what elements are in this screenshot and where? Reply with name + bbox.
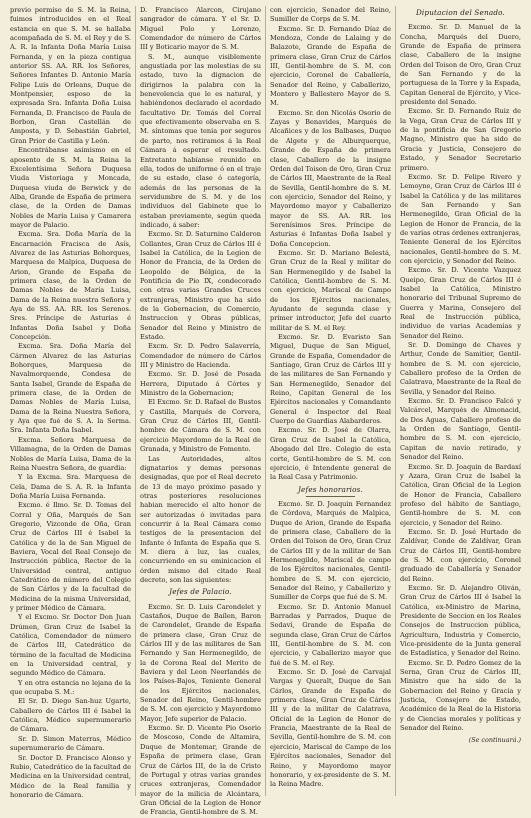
- paragraph: Excmo. Sr. D. Evaristo San Miguel, Duque de San Miguel, Grande de España, Comendador de Santiago, Gran Cruz de Cárlos III y de las militares de San Fernando y San Hermenegildo, Senador del Reino, Capitan General de los Ejércitos nacionales y Comandante General é Inspector del Real Cuerpo de Guardias Alabarderos.: [270, 333, 391, 426]
- paragraph: Excmo. Sr. D. José de Olarra, Gran Cruz de Isabel la Católica, Abogado del Ilre. Colegio de esta corte, Gentil-hombre de S. M. con ejercicio, é Intendente general de la Real Casa y Patrimonio.: [270, 426, 391, 482]
- paragraph: Excmo. é Ilmo. Sr. D. Tomas del Corral y Oña, Marqués de San Gregorio, Vizconde de Oña, Gran Cruz de Cárlos III é Isabel la Católica y de la de San Miguel de Baviera, Vocal del Real Consejo de Instrucción pública, Rector de la Universidad central, antiguo Catedrático de número del Colegio de San Cárlos y de la facultad de Medicina de la misma Universidad, y primer Médico de Cámara.: [10, 501, 131, 612]
- paragraph: S. M., aunque visiblemente angustiada por las molestias de su estado, tuvo la dignacion de dirigirnos la palabra con la benevolencia que le es natural, y habiéndonos declarado el acordado facultativo Dr. Tomás del Corral que efectivamente observaba en S. M. síntomas que tenia por seguros de parto, nos retiramos á la Real Cámara á esperar el resultado. Entretanto habíanse reunido en ella, todos de uniforme ó en el traje de su estado, clase ó categoría, además de las personas de la servidumbre de S. M. y de los individuos del Gabinete que lo estaban previamente, según queda indicado, á saber:: [140, 52, 261, 229]
- paragraph: Las Autoridades, altos dignatarios y demas personas designadas, que por el Real decreto de 13 de mayo próximo pasado y otras posteriores resoluciones habian merecido el alto honor de ser autorizadas ó invitadas para concurrir á la Real Cámara como testigos de la presentacion del Infante ó Infanta de España que S. M. diera á luz, las cuales, concurriendo en su eminicacion el órden mismo del citado Real decreto, son las siguientes:: [140, 454, 261, 584]
- paragraph: Sr. D. Simon Materras, Médico supernumerario de Cámara.: [10, 734, 131, 753]
- paragraph: Excmo. Sr. D. Vicente Pio Osorio de Moscoso, Conde de Altamira, Duque de Montemar, Grande de España de primera clase, Gran Cruz de Cárlos III, de la de Cristo de Portugal y otras varias grandes cruces extranjeras, Comendador mayor de la milicia de Alcántara, Gran Oficial de la Legion de Honor de Francia, Gentil-hombre de S. M.: [140, 724, 261, 817]
- paragraph: Excma. Sra. Doña María del Cármen Alvarez de las Asturias Bohorques, Marquesa de Navalmorquende, Condesa de Santa Isabel, Grande de España de primera clase, de la Orden de Damas Nobles de María Luisa, Dama de la Reina Nuestra Señora, y Aya que fué de S. A. la Serma. Sra. Infanta Doña Isabel.: [10, 342, 131, 435]
- paragraph: Excmo. Sr. D. Felipe Rivero y Lemoyne, Gran Cruz de Cárlos III é Isabel la Católica y de las militares de San Fernando y San Hermenegildo, Gran Oficial de la Legion de Honor de Francia, de la de varias otras órdenes extranjeras, Teniente General de los Ejércitos nacionales, Gentil-hombre de S. M. con ejercicio, y Senador del Reino.: [400, 172, 521, 265]
- paragraph: Excmo. Sr. D. José de Carvajal Vargas y Queralt, Duque de San Cárlos, Grande de España de primera clase, Gran Cruz de Cárlos III y de la militar de Calatrava, Oficial de la Legion de Honor de Francia, Maestrante de la Real de Sevilla, Gentil-hombre de S. M. con ejercicio, Mariscal de Campo de los Ejércitos nacionales, Senador del Reino, y Mayordomo mayor honorario, y ex-presidente de S. M. la Reina Madre.: [270, 668, 391, 789]
- paragraph: Excma. Sra. Doña María de la Encarnación Fracisca de Asís, Alvarez de las Asturias Bohorques, Marquesa de Malpica, Duquesa de Arion, Grande de España de primera clase, de la Orden de Damas Nobles de María Luisa, Dama de la Reina nuestra Señora y Aya de SS. AA. RR. los Serenos. Sres. Príncipe de Asturias é Infantas Doña Isabel y Doña Concepción.: [10, 230, 131, 342]
- section-heading: Jefes de Palacio.: [169, 587, 232, 597]
- paragraph: Excmo. Sr. D. Alejandro Oliván, Gran Cruz de Cárlos III é Isabel la Católica, ex-Ministro de Marina, Presidente de Seccion en los Reales Consejos de Instruccion pública, Agricultura, Industria y Comercio, Vice-presidente de la Junta general de Estadística, y Senador del Reino.: [400, 583, 521, 658]
- heading-rule: [306, 496, 354, 497]
- text-column-4: [395, 6, 525, 796]
- paragraph: con ejercicio, Senador del Reino, Sumiller de Corps de S. M.: [270, 6, 391, 24]
- paragraph: Excmo. Sr. D. Fernando Díaz de Mendoza, Conde de Lalaing y de Balazote, Grande de España de primera clase, Gran Cruz de Cárlos III, Gentil-hombre de S. M. con ejercicio, Coronel de Caballería, Senador del Reino, y Caballerizo, Montero y Ballestero Mayor de S. M.: [270, 24, 391, 108]
- paragraph: D. Francisco Alarcon, Cirujano sangrador de cámara. Y el Sr. D. Miguel Polo y Lorenzo, Comendador de número de Cárlos III y Boticario mayor de S. M.: [140, 6, 261, 52]
- section-heading: Diputacion del Senado.: [415, 8, 506, 17]
- paragraph: previo permiso de S. M. la Reina, fuimos introducidos en el Real estancia en que S. M. se hallaba acompañada de S. M. el Rey y de S. A. R. la Infanta Doña María Luisa Fernanda, y en la pieza contigua anterior SS. AA. RR. los Señores, Señores Infantes D. Antonio María Felipe Luis de Orleans, Duque de Montpensier, esposo de la expresada Sra. Infanta Doña Luisa Fernanda, D. Francisco de Paula de Borbon, Gran Castellán de Amposta, y D. Sebastián Gabriel, Gran Prior de Castilla y León.: [10, 6, 131, 145]
- paragraph: Excmo. Sr. D. Saturnino Calderon Collantes, Gran Cruz de Cárlos III é Isabel la Católica, de la Legion de Honor de Francia, de la Orden de Leopoldo de Bélgica, de la Pontificia de Pio IX, condecorado con otras varias Grandes Cruces extranjeras, Ministro que ha sido de la Gobernacion, de Comercio, Instruccion y Obras públicas, Senador del Reino y Ministro de Estado.: [140, 230, 261, 342]
- paragraph: Sr. Doctor D. Francisco Alonso y Rubio, Catedrático de la facultad de Medicina en la Universidad central, Médico de la Real familia y honorario de Cámara.: [10, 753, 131, 799]
- paragraph: Excma. Señora Marquesa de Villamagna, de la Orden de Damas Nobles de María Luisa, Dama de la Reina Nuestra Señora, de guardia:: [10, 435, 131, 472]
- paragraph: Excmo. Sr. D. Vicente Vazquez Queipo, Gran Cruz de Cárlos III é Isabel la Católica, Ministro honorario del Tribunal Supremo de Guerra y Marina, Consejero del Real de Instrucción pública, individuo de varias Academias y Senador del Reino.: [400, 266, 521, 340]
- text-column-2: [135, 6, 265, 817]
- paragraph: Excmo. Sr. D. Pedro Gomez de la Serna, Gran Cruz de Cárlos III, Ministro que ha sido de la Gobernacion del Reino y Gracia y Justicia, Consejero de Estado, Académico de la Real de la Historia y de Ciencias morales y políticas y Senador del Reino.: [400, 658, 521, 733]
- section-heading: Jefes honorarios.: [297, 484, 364, 494]
- text-column-1: [6, 6, 135, 799]
- paragraph: Excmo. Sr. D. José Hurtado de Zaldívar, Conde de Zaldívar, Gran Cruz de Cárlos III, Gentil-hombre de S. M. con ejercicio, Coronel graduado de Caballería y Senador del Reino.: [400, 527, 521, 583]
- heading-rule: [436, 19, 484, 20]
- paragraph: Excmo. Sr. D. Joaquin de Bardaxí y Azara, Gran Cruz de Isabel la Católica, Gran Oficial de la Legion de Honor de Francia, Caballero profeso del hábito de Santiago, Gentil-hombre de S. M. con ejercicio, y Senador del Reino.: [400, 462, 521, 527]
- paragraph: Y la Excma. Sra. Marquesa de Cela, Dama de S. A. R. la Infanta Doña María Luisa Fernanda.: [10, 473, 131, 500]
- paragraph: El Excmo. Sr. D. Rafael de Bustos y Castilla, Marqués de Corvera, Gran Cruz de Cárlos III, Gentil-hombre de Cámara de S. M. con ejercicio Mayordomo de la Real de Granada, y Ministro de Fomento.: [140, 398, 261, 454]
- paragraph: Excmo. Sr. D. Antonio Manuel Barradas y Parrados, Duque de Sedaví, Grande de España de segunda clase, Gran Cruz de Cárlos III, Gentil-hombre de S. M. con ejercicio, y Caballerizo mayor que fué de S. M. el Rey.: [270, 602, 391, 667]
- heading-rule: [176, 599, 224, 600]
- paragraph: Excmo. Sr. D. Fernando Ruiz de la Vega, Gran Cruz de Cárlos III y de la pontificia de San Gregorio Magno, Ministro que ha sido de Gracia y Justicia, Consejero de Estado, y Senador Secretario primero.: [400, 107, 521, 172]
- paragraph: El Sr. D. Diego San-huz Ugarte, Caballero de Cárlos III é Isabel la Católica, Médico supernumerario de Cámara.: [10, 697, 131, 734]
- paragraph: Excmo. Sr. D. Francisco Falcó y Valcárcel, Marqués de Almonacid, de Dos Aguas, Caballero profeso de la Orden de Santiago, Gentil-hombre de S. M. con ejercicio, Capitan de navío retirado, y Senador del Reino.: [400, 397, 521, 462]
- paragraph: Excmo. Sr. D. Joaquin Fernandez de Córdova, Marqués de Malpica, Duque de Arion, Grande de España de primera clase, Caballero de la Orden del Toison de Oro, Gran Cruz de Cárlos III y de la militar de San Hermenegildo, Mariscal de campo de los Ejércitos nacionales, Gentil-hombre de S. M. con ejercicio, Senador del Reino, y Caballerizo y Sumiller de Corps que fué de S. M.: [270, 499, 391, 602]
- continuation-note: (Se continuará.): [468, 736, 521, 745]
- text-column-3: [265, 6, 395, 796]
- paragraph: Excmo. Sr. D. Luis Carondelet y Castaños, Duque de Baílen, Baron de Carondelet, Grande de España de primera clase, Gran Cruz de Cárlos III y de las militares de San Fernando y San Hermenegildo, de la de Corona Real del Merito de Baviera y del Leon Neerlandés de los Países-Bajos, Teniente General de los Ejércitos nacionales, Senador del Reino, Gentil-hombre de S. M. con ejercicio y Mayordomo Mayor, Jefe superior de Palacio.: [140, 602, 261, 723]
- paragraph: Excm. Sr. D. Pedro Salaverría, Comendador de número de Cárlos III y Ministro de Hacienda.: [140, 342, 261, 370]
- paragraph: Y en otra estancia no lejana de la que ocupaba S. M.:: [10, 678, 131, 697]
- paragraph: Sr. D. Domingo de Chaves y Arthur, Conde de Samitier, Gentil-hombre de S. M. con ejercicio, Caballero profeso de la Orden de Calatrava, Maestrante de la Real de Sevilla, y Senador del Reino.: [400, 341, 521, 396]
- paragraph: Excmo. Sr. don Nicolás Osorio de Zayas y Benavides, Marqués de Alcañices y de los Balbases, Duque de Algete y de Alburquerque, Grande de España de primera clase, Caballero de la insigne Orden del Toison de Oro, Gran Cruz de Cárlos III, Maestrante de la Real de Sevilla, Gentil-hombre de S. M. con ejercicio, Senador del Reino, y Mayordomo mayor y Caballerizo mayor de SS. AA. RR. los Serenísimos Sres. Príncipe de Asturias é Infantas Doña Isabel y Doña Concepcion.: [270, 108, 391, 248]
- paragraph: Excmo. Sr. D. Mariano Belestá, Gran Cruz de la Real y militar de San Hermenegildo y de Isabel la Católica, Gentil-hombre de S. M. con ejercicio, Mariscal de Campo de los Ejércitos nacionales, Ayudante de segunda clase y primer introductor, Jefe del cuarto militar de S. M. el Rey.: [270, 248, 391, 332]
- paragraph: Y el Excmo. Sr. Doctor Don Juan Drúmen, Gran Cruz de Isabel la Católica, Comendador de número de Cárlos III, Catedrático de término de la facultad de Medicina en la Universidad central, y segundo Médico de Cámara.: [10, 613, 131, 678]
- paragraph: Encontrábanse asimismo en el aposento de S. M. la Reina la Excelentísima Señora Duquesa Viuda Vistoriaga y Moncada, Duquesa viuda de Berwick y de Alba, Grande de España de primera clase, de la Orden de Damas Nobles de María Luisa y Camarera mayor de Palacio.: [10, 146, 131, 229]
- paragraph: Excmo. Sr. D. José de Posada Herrera, Diputado á Córtes y Ministro de la Gobernacion;: [140, 370, 261, 398]
- paragraph: Excmo. Sr. D. Manuel de la Concha, Marqués del Duero, Grande de España de primera clase, Caballero de la insigne Orden del Toison de Oro, Gran Cruz de San Fernando y de la portuguesa de la Torre y la Espada, Capitan General de Ejército, y Vice-presidente del Senado.: [400, 23, 521, 107]
